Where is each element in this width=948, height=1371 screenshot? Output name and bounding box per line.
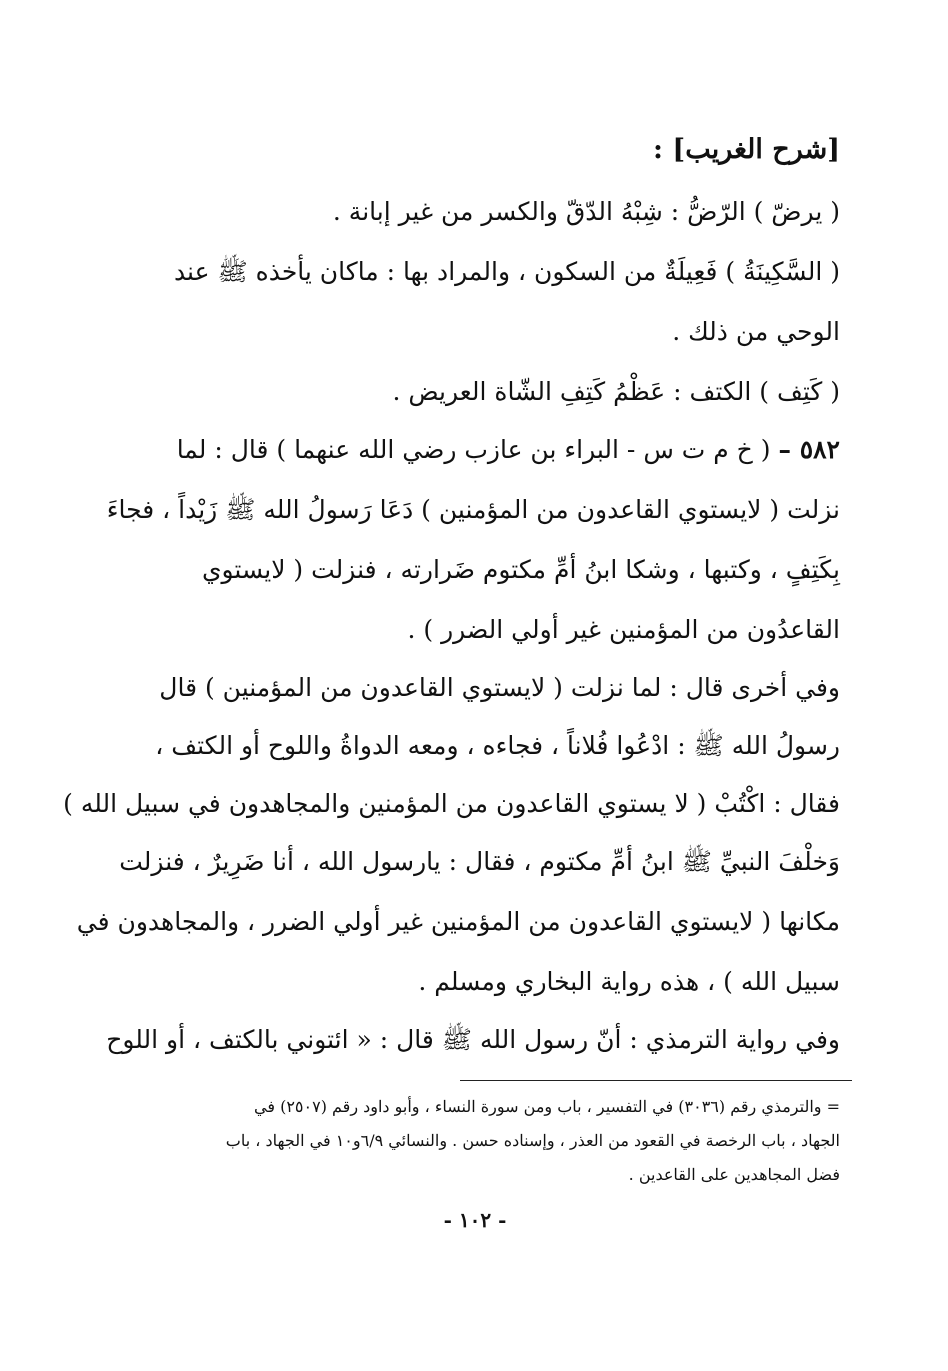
- main-text: [63, 130, 840, 1060]
- paragraph-line: سبيل الله ) ، هذه رواية البخاري ومسلم .: [418, 967, 840, 996]
- hadith-line: بِكَتِفٍ ، وكتبها ، وشكا ابنُ أمِّ مكتوم ضَرارته ، فنزلت ( لايستوي: [201, 555, 840, 584]
- paragraph-line: وفي أخرى قال : لما نزلت ( لايستوي القاعدون من المؤمنين ) قال: [159, 673, 840, 702]
- hadith-number: ٥٨٢ –: [778, 435, 840, 464]
- paragraph-line: وفي رواية الترمذي : أنّ رسول الله ﷺ قال : « ائتوني بالكتف ، أو اللوح: [106, 1025, 840, 1054]
- footnote-line: الجهاد ، باب الرخصة في القعود من العذر ، وإسناده حسن . والنسائي ٦/٩و١٠ في الجهاد ، باب: [225, 1131, 840, 1150]
- glossary-entry: ( يرضّ ) الرّضُّ : شِبْهُ الدّقّ والكسر من غير إبانة .: [332, 197, 840, 226]
- hadith-line: نزلت ( لايستوي القاعدون من المؤمنين ) دَعَا رَسولُ الله ﷺ زَيْداً ، فجاءَ: [106, 495, 840, 524]
- footnote-line: فضل المجاهدين على القاعدين .: [628, 1165, 840, 1184]
- footnote-divider: [460, 1080, 852, 1081]
- hadith-text: ( خ م ت س - البراء بن عازب رضي الله عنهما ) قال : لما: [176, 435, 771, 464]
- glossary-entry: ( السَّكِينَةُ ) فَعِيلَةٌ من السكون ، والمراد بها : ماكان يأخذه ﷺ عند: [173, 257, 840, 286]
- hadith-line: القاعدُون من المؤمنين غير أولي الضرر ) .: [407, 615, 840, 644]
- glossary-entry: ( كَتِف ) الكتف : عَظْمُ كَتِفِ الشّاة العريض .: [392, 377, 840, 406]
- hadith-first-line: [118, 430, 840, 470]
- paragraph-line: مكانها ( لايستوي القاعدون من المؤمنين غير أولي الضرر ، والمجاهدون في: [76, 907, 840, 936]
- glossary-entry: الوحي من ذلك .: [672, 317, 840, 346]
- paragraph-line: فقال : اكْتُبْ ( لا يستوي القاعدون من المؤمنين والمجاهدون في سبيل الله ): [63, 789, 840, 818]
- section-heading: [شرح الغريب] :: [653, 134, 840, 165]
- paragraph-line: رسولُ الله ﷺ : ادْعُوا فُلاناً ، فجاءه ، ومعه الدواةُ واللوح أو الكتف ،: [155, 731, 840, 760]
- page-number: - ١٠٢ -: [443, 1208, 507, 1232]
- paragraph-line: وَخلْفَ النبيِّ ﷺ ابنُ أمِّ مكتوم ، فقال : يارسول الله ، أنا ضَرِيرٌ ، فنزلت: [119, 847, 840, 876]
- footnote-line: = والترمذي رقم (٣٠٣٦) في التفسير ، باب ومن سورة النساء ، وأبو داود رقم (٢٥٠٧) في: [254, 1097, 840, 1116]
